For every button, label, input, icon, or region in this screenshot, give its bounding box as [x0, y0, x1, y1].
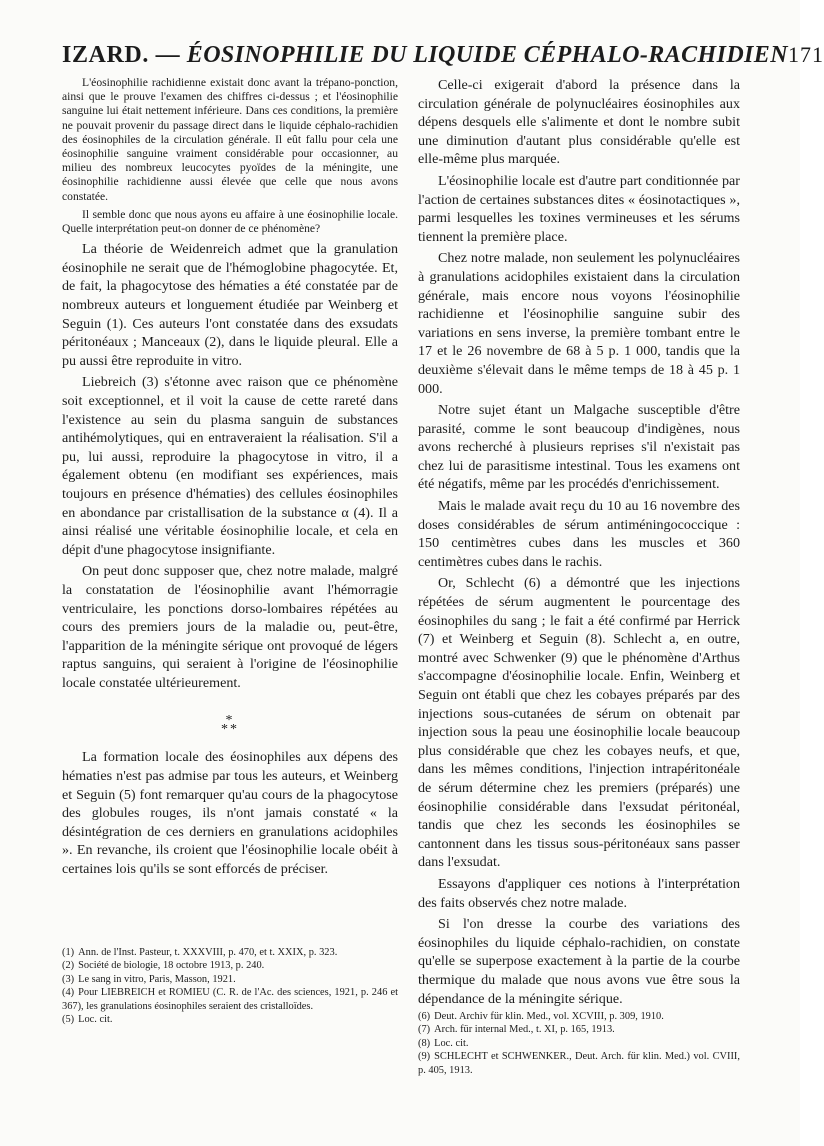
small-paragraph: Il semble donc que nous ayons eu affaire à une éosinophilie locale. Quelle interprétation peut-on donner de ce phénomène? — [62, 207, 398, 236]
body-paragraph: La formation locale des éosinophiles aux dépens des hématies n'est pas admise par tous les auteurs, et Weinberg et Seguin (5) font remarquer qu'au cours de la phagocytose des globules rouges, ils n'ont jamais constaté « la désintégration de ces derniers en granulations acidophiles ». En revanche, ils croient que l'éosinophilie locale obéit à certaines lois qu'ils se sont efforcés de préciser. — [62, 749, 398, 878]
author-name: IZARD. — [62, 42, 149, 68]
footnote: (2) Société de biologie, 18 octobre 1913, p. 240. — [62, 960, 265, 972]
body-paragraph: Si l'on dresse la courbe des variations des éosinophiles du liquide céphalo-rachidien, on constate qu'elle se superpose exactement à la partie de la courbe thermique du malade que nous avons vue être sous la dépendance de la méningite sérique. — [418, 916, 740, 1007]
right-footnotes — [418, 1010, 740, 1077]
left-column — [62, 76, 398, 882]
body-paragraph: La théorie de Weidenreich admet que la granulation éosinophile ne serait que de l'hémoglobine phagocytée. Et, de fait, la phagocytose des hématies a été constatée par de nombreux auteurs et longuement étudiée par Weinberg et Seguin (1). Ces auteurs l'ont constatée dans des exsudats péritonéaux ; Manceaux (2), dans le liquide pleural. Elle a pu aussi être reproduite in vitro. — [62, 241, 398, 369]
footnote: (8) Loc. cit. — [418, 1037, 469, 1049]
body-paragraph: Mais le malade avait reçu du 10 au 16 novembre des doses considérables de sérum antiméningococcique : 150 centimètres cubes dans les muscles et 360 centimètres cubes dans le rachis. — [418, 498, 740, 570]
footnote: (6) Deut. Archiv für klin. Med., vol. XCVIII, p. 309, 1910. — [418, 1011, 664, 1022]
footnote: (1) Ann. de l'Inst. Pasteur, t. XXXVIII, p. 470, et t. XXIX, p. 323. — [62, 947, 338, 958]
body-paragraph: Liebreich (3) s'étonne avec raison que ce phénomène soit exceptionnel, et il voit la cause de cette rareté dans l'existence au sein du plasma sanguin de substances antihémolytiques, qui en entraveraient la réalisation. S'il a pu, lui aussi, reproduire la phagocytose in vitro, il a également obtenu (en modifiant ses expériences, mais toujours en présence d'hématies) des cellules éosinophiles en abondance par cristallisation de la substance α (4). Il a ainsi réalisé une véritable éosinophilie locale, et cela en dépit d'une phagocytose insignifiante. — [62, 374, 398, 558]
footnote: (9) SCHLECHT et SCHWENKER., Deut. Arch. für klin. Med.) vol. CVIII, p. 405, 1913. — [418, 1051, 740, 1076]
separator-star: * — [221, 722, 230, 738]
body-paragraph: Chez notre malade, non seulement les polynucléaires à granulations acidophiles existaient dans la circulation générale, mais encore nous voyons l'éosinophilie rachidienne et l'éosinophilie sanguine subir des variations en sens inverse, la première tombant entre le 17 et le 26 novembre de 68 à 5 p. 1 000, tandis que la deuxième s'élevait dans le même temps de 18 à 45 p. 1 000. — [418, 250, 740, 397]
left-footnotes — [62, 946, 398, 1026]
separator-star: * — [230, 722, 239, 738]
footnote: (3) Le sang in vitro, Paris, Masson, 1921. — [62, 973, 236, 985]
section-separator — [62, 713, 398, 738]
footnote: (7) Arch. für internal Med., t. XI, p. 165, 1913. — [418, 1024, 615, 1036]
right-column — [418, 76, 740, 1011]
small-print-block — [62, 76, 398, 236]
small-paragraph: L'éosinophilie rachidienne existait donc avant la trépano-ponction, ainsi que le prouve l'examen des chiffres ci-dessus ; et l'éosinophilie sanguine lui était nettement inférieure. Dans ces conditions, la première ne pouvait provenir du passage direct dans le liquide céphalo-rachidien des éosinophiles de la circulation générale. Il eût fallu pour cela une éosinophilie sanguine vraiment considérable pour occasionner, au milieu des nombreux leucocytes pyoïdes de la méningite, une éosinophilie rachidienne aussi élevée que celle que nous avons constatée. — [62, 76, 398, 203]
body-paragraph: Or, Schlecht (6) a démontré que les injections répétées de sérum augmentent le pourcentage des éosinophiles du sang ; le fait a été confirmé par Herrick (7) et Weinberg et Seguin (8). Schlecht a, en outre, montré avec Schwenker (9) que le phénomène d'Arthus s'accompagne d'éosinophilie locale. Enfin, Weinberg et Seguin ont établi que chez les cobayes préparés par des injections sous-cutanées de sérum on obtenait par injection sous la peau une éosinophilie locale beaucoup plus considérable que chez les cobayes neufs, et que, dans les mêmes conditions, l'injection intrapéritonéale de sérum détermine chez les premiers (préparés) une éosinophilie considérable dans l'exsudat péritonéal, tandis que chez les seconds les éosinophiles se cantonnent dans les tissus sous-péritonéaux sans passer dans l'exsudat. — [418, 575, 740, 871]
footnote: (5) Loc. cit. — [62, 1014, 113, 1026]
title-separator: — — [155, 42, 181, 68]
body-paragraph: Celle-ci exigerait d'abord la présence dans la circulation générale de polynucléaires éosinophiles aux dépens desquels elle s'alimente et dont le nombre subit une diminution d'autant plus considérable qu'elle est elle-même plus marquée. — [418, 77, 740, 168]
body-paragraph: Notre sujet étant un Malgache susceptible d'être parasité, comme le sont beaucoup d'indigènes, nous avons recherché à plusieurs reprises s'il n'existait pas chez lui de parasitisme intestinal. Tous les examens ont été négatifs, même par les procédés d'enrichissement. — [418, 402, 740, 493]
body-paragraph: Essayons d'appliquer ces notions à l'interprétation des faits observés chez notre malade. — [418, 875, 740, 911]
footnote: (4) Pour LIEBREICH et ROMIEU (C. R. de l'Ac. des sciences, 1921, p. 246 et 367), les granulations éosinophiles seraient des cristalloïdes. — [62, 987, 398, 1012]
page-number: 171 — [787, 42, 824, 67]
left-body-block — [62, 240, 398, 878]
running-title — [62, 42, 788, 69]
article-topic: ÉOSINOPHILIE DU LIQUIDE CÉPHALO-RACHIDIEN — [186, 42, 788, 68]
separator-star: * — [225, 713, 235, 729]
body-paragraph: On peut donc supposer que, chez notre malade, malgré la constatation de l'éosinophilie avant l'hémorragie ventriculaire, les ponctions dorso-lombaires répétées au cours des premiers jours de la maladie ou, peut-être, l'apparition de la méningite sérique ont provoqué de légers raptus sanguins, qui seraient à l'origine de l'éosinophilie locale constatée ultérieurement. — [62, 563, 398, 691]
body-paragraph: L'éosinophilie locale est d'autre part conditionnée par l'action de certaines substances dites « éosinotactiques », parmi lesquelles les toxines vermineuses et les sérums tiennent la première place. — [418, 172, 740, 245]
right-body-block — [418, 76, 740, 1008]
